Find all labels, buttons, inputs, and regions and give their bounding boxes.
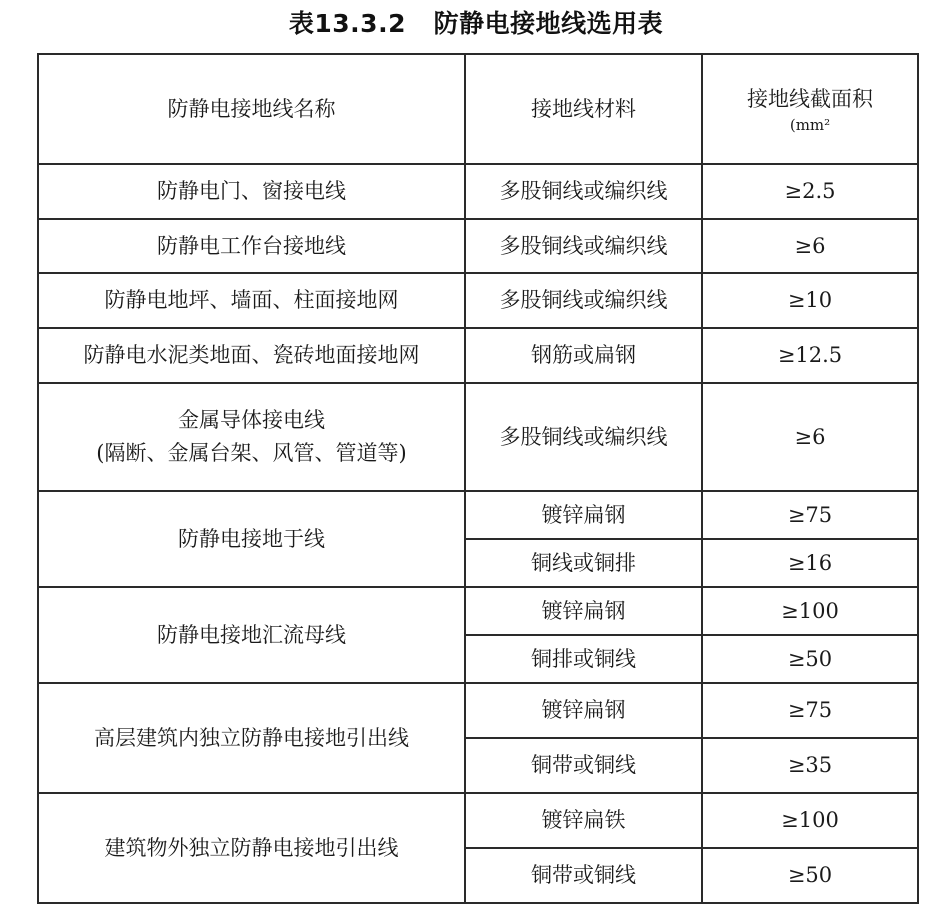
row-name: 建筑物外独立防静电接地引出线	[38, 793, 465, 903]
row-material: 多股铜线或编织线	[465, 219, 702, 273]
row-name: 防静电接地汇流母线	[38, 587, 465, 683]
row-material: 镀锌扁铁	[465, 793, 702, 848]
grounding-wire-table	[37, 53, 919, 904]
row-area: ≥6	[702, 383, 918, 491]
row-area: ≥100	[702, 587, 918, 635]
header-row	[38, 54, 918, 164]
table-number: 表13.3.2	[288, 9, 406, 38]
table-row	[38, 683, 918, 738]
table-title	[0, 4, 952, 44]
row-area: ≥75	[702, 491, 918, 539]
table-row	[38, 164, 918, 219]
row-area: ≥12.5	[702, 328, 918, 383]
header-name: 防静电接地线名称	[38, 54, 465, 164]
row-material: 多股铜线或编织线	[465, 164, 702, 219]
row-material: 镀锌扁钢	[465, 587, 702, 635]
table-row	[38, 219, 918, 273]
row-area: ≥16	[702, 539, 918, 587]
row-area: ≥6	[702, 219, 918, 273]
header-material: 接地线材料	[465, 54, 702, 164]
row-name-line1: 金属导体接电线	[178, 408, 325, 433]
row-name: 高层建筑内独立防静电接地引出线	[38, 683, 465, 793]
table-row	[38, 328, 918, 383]
row-area: ≥2.5	[702, 164, 918, 219]
row-material: 铜线或铜排	[465, 539, 702, 587]
table-row	[38, 273, 918, 328]
table-caption: 防静电接地线选用表	[433, 9, 664, 38]
row-area: ≥100	[702, 793, 918, 848]
row-material: 铜带或铜线	[465, 738, 702, 793]
row-area: ≥10	[702, 273, 918, 328]
row-material: 镀锌扁钢	[465, 491, 702, 539]
row-material: 铜带或铜线	[465, 848, 702, 903]
header-area-unit: (mm²	[789, 115, 831, 134]
row-material: 铜排或铜线	[465, 635, 702, 683]
row-name-line2: (隔断、金属台架、风管、管道等)	[96, 441, 407, 465]
row-material: 镀锌扁钢	[465, 683, 702, 738]
row-material: 多股铜线或编织线	[465, 273, 702, 328]
table-row	[38, 383, 918, 491]
row-area: ≥50	[702, 635, 918, 683]
row-material: 多股铜线或编织线	[465, 383, 702, 491]
row-material: 钢筋或扁钢	[465, 328, 702, 383]
table-row	[38, 793, 918, 848]
row-area: ≥75	[702, 683, 918, 738]
row-area: ≥35	[702, 738, 918, 793]
title-gap	[406, 9, 434, 38]
row-name: 防静电工作台接地线	[38, 219, 465, 273]
header-area-label: 接地线截面积	[747, 86, 873, 111]
row-name: 防静电地坪、墙面、柱面接地网	[38, 273, 465, 328]
row-name: 防静电门、窗接电线	[38, 164, 465, 219]
table-row	[38, 491, 918, 539]
row-name: 防静电水泥类地面、瓷砖地面接地网	[38, 328, 465, 383]
row-name	[38, 383, 465, 491]
header-area	[702, 54, 918, 164]
row-name: 防静电接地于线	[38, 491, 465, 587]
row-area: ≥50	[702, 848, 918, 903]
table-row	[38, 587, 918, 635]
